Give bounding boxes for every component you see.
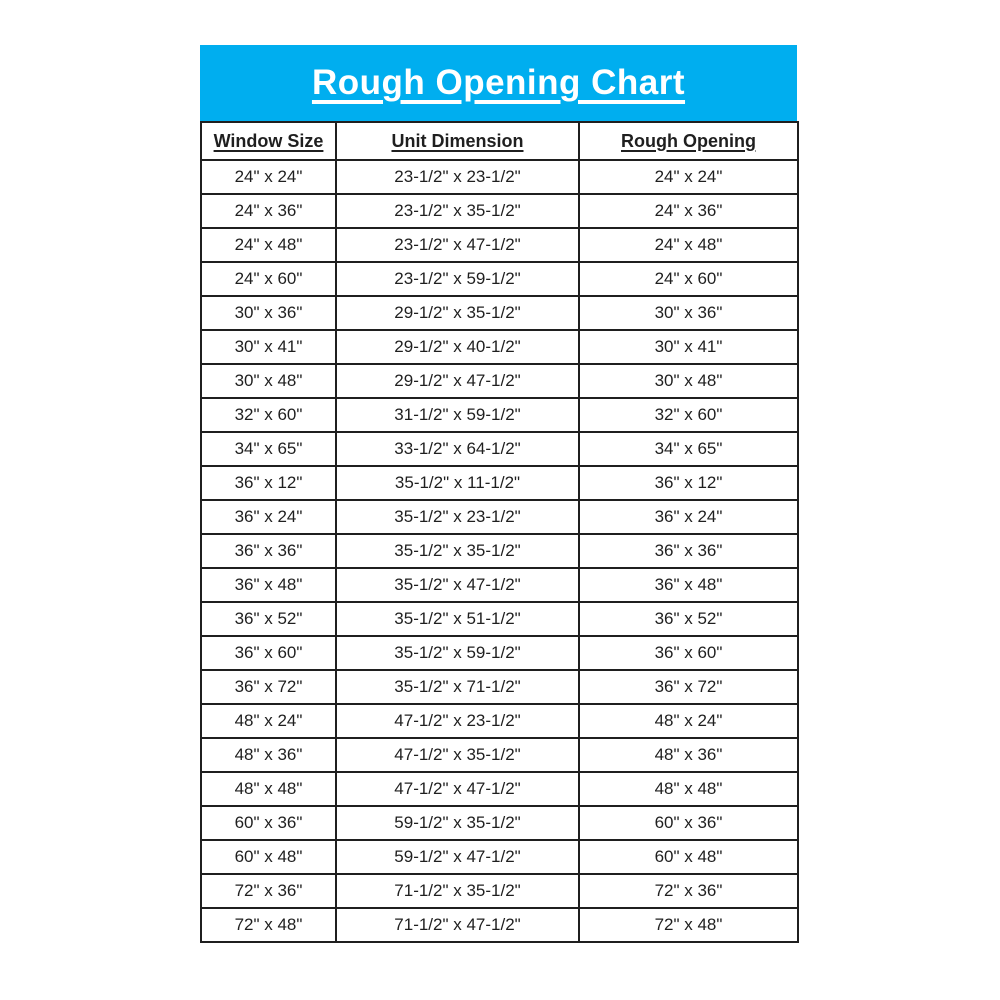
table-cell: 35-1/2" x 71-1/2" [336, 670, 579, 704]
table-row [201, 432, 798, 466]
table-cell: 36" x 48" [579, 568, 798, 602]
table-cell: 48" x 48" [201, 772, 336, 806]
table-row [201, 840, 798, 874]
table-cell: 34" x 65" [201, 432, 336, 466]
table-cell: 30" x 48" [579, 364, 798, 398]
table-cell: 48" x 36" [579, 738, 798, 772]
table-cell: 30" x 41" [201, 330, 336, 364]
table-cell: 29-1/2" x 40-1/2" [336, 330, 579, 364]
table-row [201, 636, 798, 670]
table-row [201, 874, 798, 908]
table-cell: 72" x 48" [201, 908, 336, 942]
table-cell: 30" x 41" [579, 330, 798, 364]
table-cell: 36" x 72" [201, 670, 336, 704]
table-cell: 30" x 48" [201, 364, 336, 398]
col-header-unit-dimension: Unit Dimension [336, 122, 579, 160]
table-cell: 23-1/2" x 47-1/2" [336, 228, 579, 262]
rough-opening-chart-sheet [200, 45, 797, 943]
table-cell: 48" x 36" [201, 738, 336, 772]
table-cell: 36" x 60" [201, 636, 336, 670]
table-cell: 36" x 24" [579, 500, 798, 534]
table-cell: 36" x 48" [201, 568, 336, 602]
table-body [201, 160, 798, 942]
rough-opening-table [200, 121, 799, 943]
table-row [201, 228, 798, 262]
table-cell: 47-1/2" x 35-1/2" [336, 738, 579, 772]
table-cell: 34" x 65" [579, 432, 798, 466]
table-row [201, 466, 798, 500]
table-row [201, 534, 798, 568]
table-cell: 32" x 60" [579, 398, 798, 432]
table-row [201, 908, 798, 942]
table-cell: 47-1/2" x 23-1/2" [336, 704, 579, 738]
page-title: Rough Opening Chart [311, 63, 686, 102]
table-cell: 71-1/2" x 47-1/2" [336, 908, 579, 942]
table-cell: 23-1/2" x 23-1/2" [336, 160, 579, 194]
table-cell: 36" x 36" [201, 534, 336, 568]
table-cell: 47-1/2" x 47-1/2" [336, 772, 579, 806]
table-cell: 60" x 36" [201, 806, 336, 840]
table-cell: 30" x 36" [579, 296, 798, 330]
table-cell: 35-1/2" x 23-1/2" [336, 500, 579, 534]
table-cell: 24" x 36" [201, 194, 336, 228]
table-cell: 36" x 24" [201, 500, 336, 534]
table-row [201, 568, 798, 602]
table-row [201, 806, 798, 840]
table-row [201, 670, 798, 704]
table-cell: 35-1/2" x 51-1/2" [336, 602, 579, 636]
table-cell: 23-1/2" x 59-1/2" [336, 262, 579, 296]
table-cell: 24" x 60" [201, 262, 336, 296]
table-cell: 24" x 24" [579, 160, 798, 194]
table-cell: 72" x 48" [579, 908, 798, 942]
table-row [201, 602, 798, 636]
table-cell: 48" x 48" [579, 772, 798, 806]
table-cell: 29-1/2" x 47-1/2" [336, 364, 579, 398]
col-header-window-size: Window Size [201, 122, 336, 160]
table-row [201, 364, 798, 398]
col-header-rough-opening: Rough Opening [579, 122, 798, 160]
table-cell: 36" x 52" [201, 602, 336, 636]
table-cell: 24" x 48" [201, 228, 336, 262]
table-header-row [201, 122, 798, 160]
table-cell: 36" x 60" [579, 636, 798, 670]
table-cell: 59-1/2" x 47-1/2" [336, 840, 579, 874]
table-row [201, 296, 798, 330]
table-cell: 36" x 52" [579, 602, 798, 636]
table-cell: 36" x 72" [579, 670, 798, 704]
table-cell: 24" x 60" [579, 262, 798, 296]
table-cell: 32" x 60" [201, 398, 336, 432]
table-cell: 60" x 48" [579, 840, 798, 874]
table-cell: 36" x 36" [579, 534, 798, 568]
table-cell: 36" x 12" [579, 466, 798, 500]
table-cell: 48" x 24" [201, 704, 336, 738]
table-cell: 59-1/2" x 35-1/2" [336, 806, 579, 840]
table-cell: 60" x 36" [579, 806, 798, 840]
table-cell: 31-1/2" x 59-1/2" [336, 398, 579, 432]
table-row [201, 160, 798, 194]
table-cell: 72" x 36" [579, 874, 798, 908]
table-row [201, 330, 798, 364]
table-cell: 35-1/2" x 59-1/2" [336, 636, 579, 670]
table-row [201, 738, 798, 772]
table-cell: 48" x 24" [579, 704, 798, 738]
table-cell: 72" x 36" [201, 874, 336, 908]
table-cell: 71-1/2" x 35-1/2" [336, 874, 579, 908]
table-row [201, 772, 798, 806]
table-row [201, 194, 798, 228]
table-cell: 30" x 36" [201, 296, 336, 330]
table-cell: 60" x 48" [201, 840, 336, 874]
chart-title-band [200, 45, 797, 121]
table-row [201, 704, 798, 738]
table-cell: 35-1/2" x 35-1/2" [336, 534, 579, 568]
table-row [201, 500, 798, 534]
table-cell: 24" x 24" [201, 160, 336, 194]
table-row [201, 262, 798, 296]
table-cell: 35-1/2" x 47-1/2" [336, 568, 579, 602]
table-cell: 24" x 36" [579, 194, 798, 228]
table-cell: 24" x 48" [579, 228, 798, 262]
table-cell: 36" x 12" [201, 466, 336, 500]
table-cell: 33-1/2" x 64-1/2" [336, 432, 579, 466]
table-cell: 23-1/2" x 35-1/2" [336, 194, 579, 228]
table-cell: 35-1/2" x 11-1/2" [336, 466, 579, 500]
table-cell: 29-1/2" x 35-1/2" [336, 296, 579, 330]
table-row [201, 398, 798, 432]
